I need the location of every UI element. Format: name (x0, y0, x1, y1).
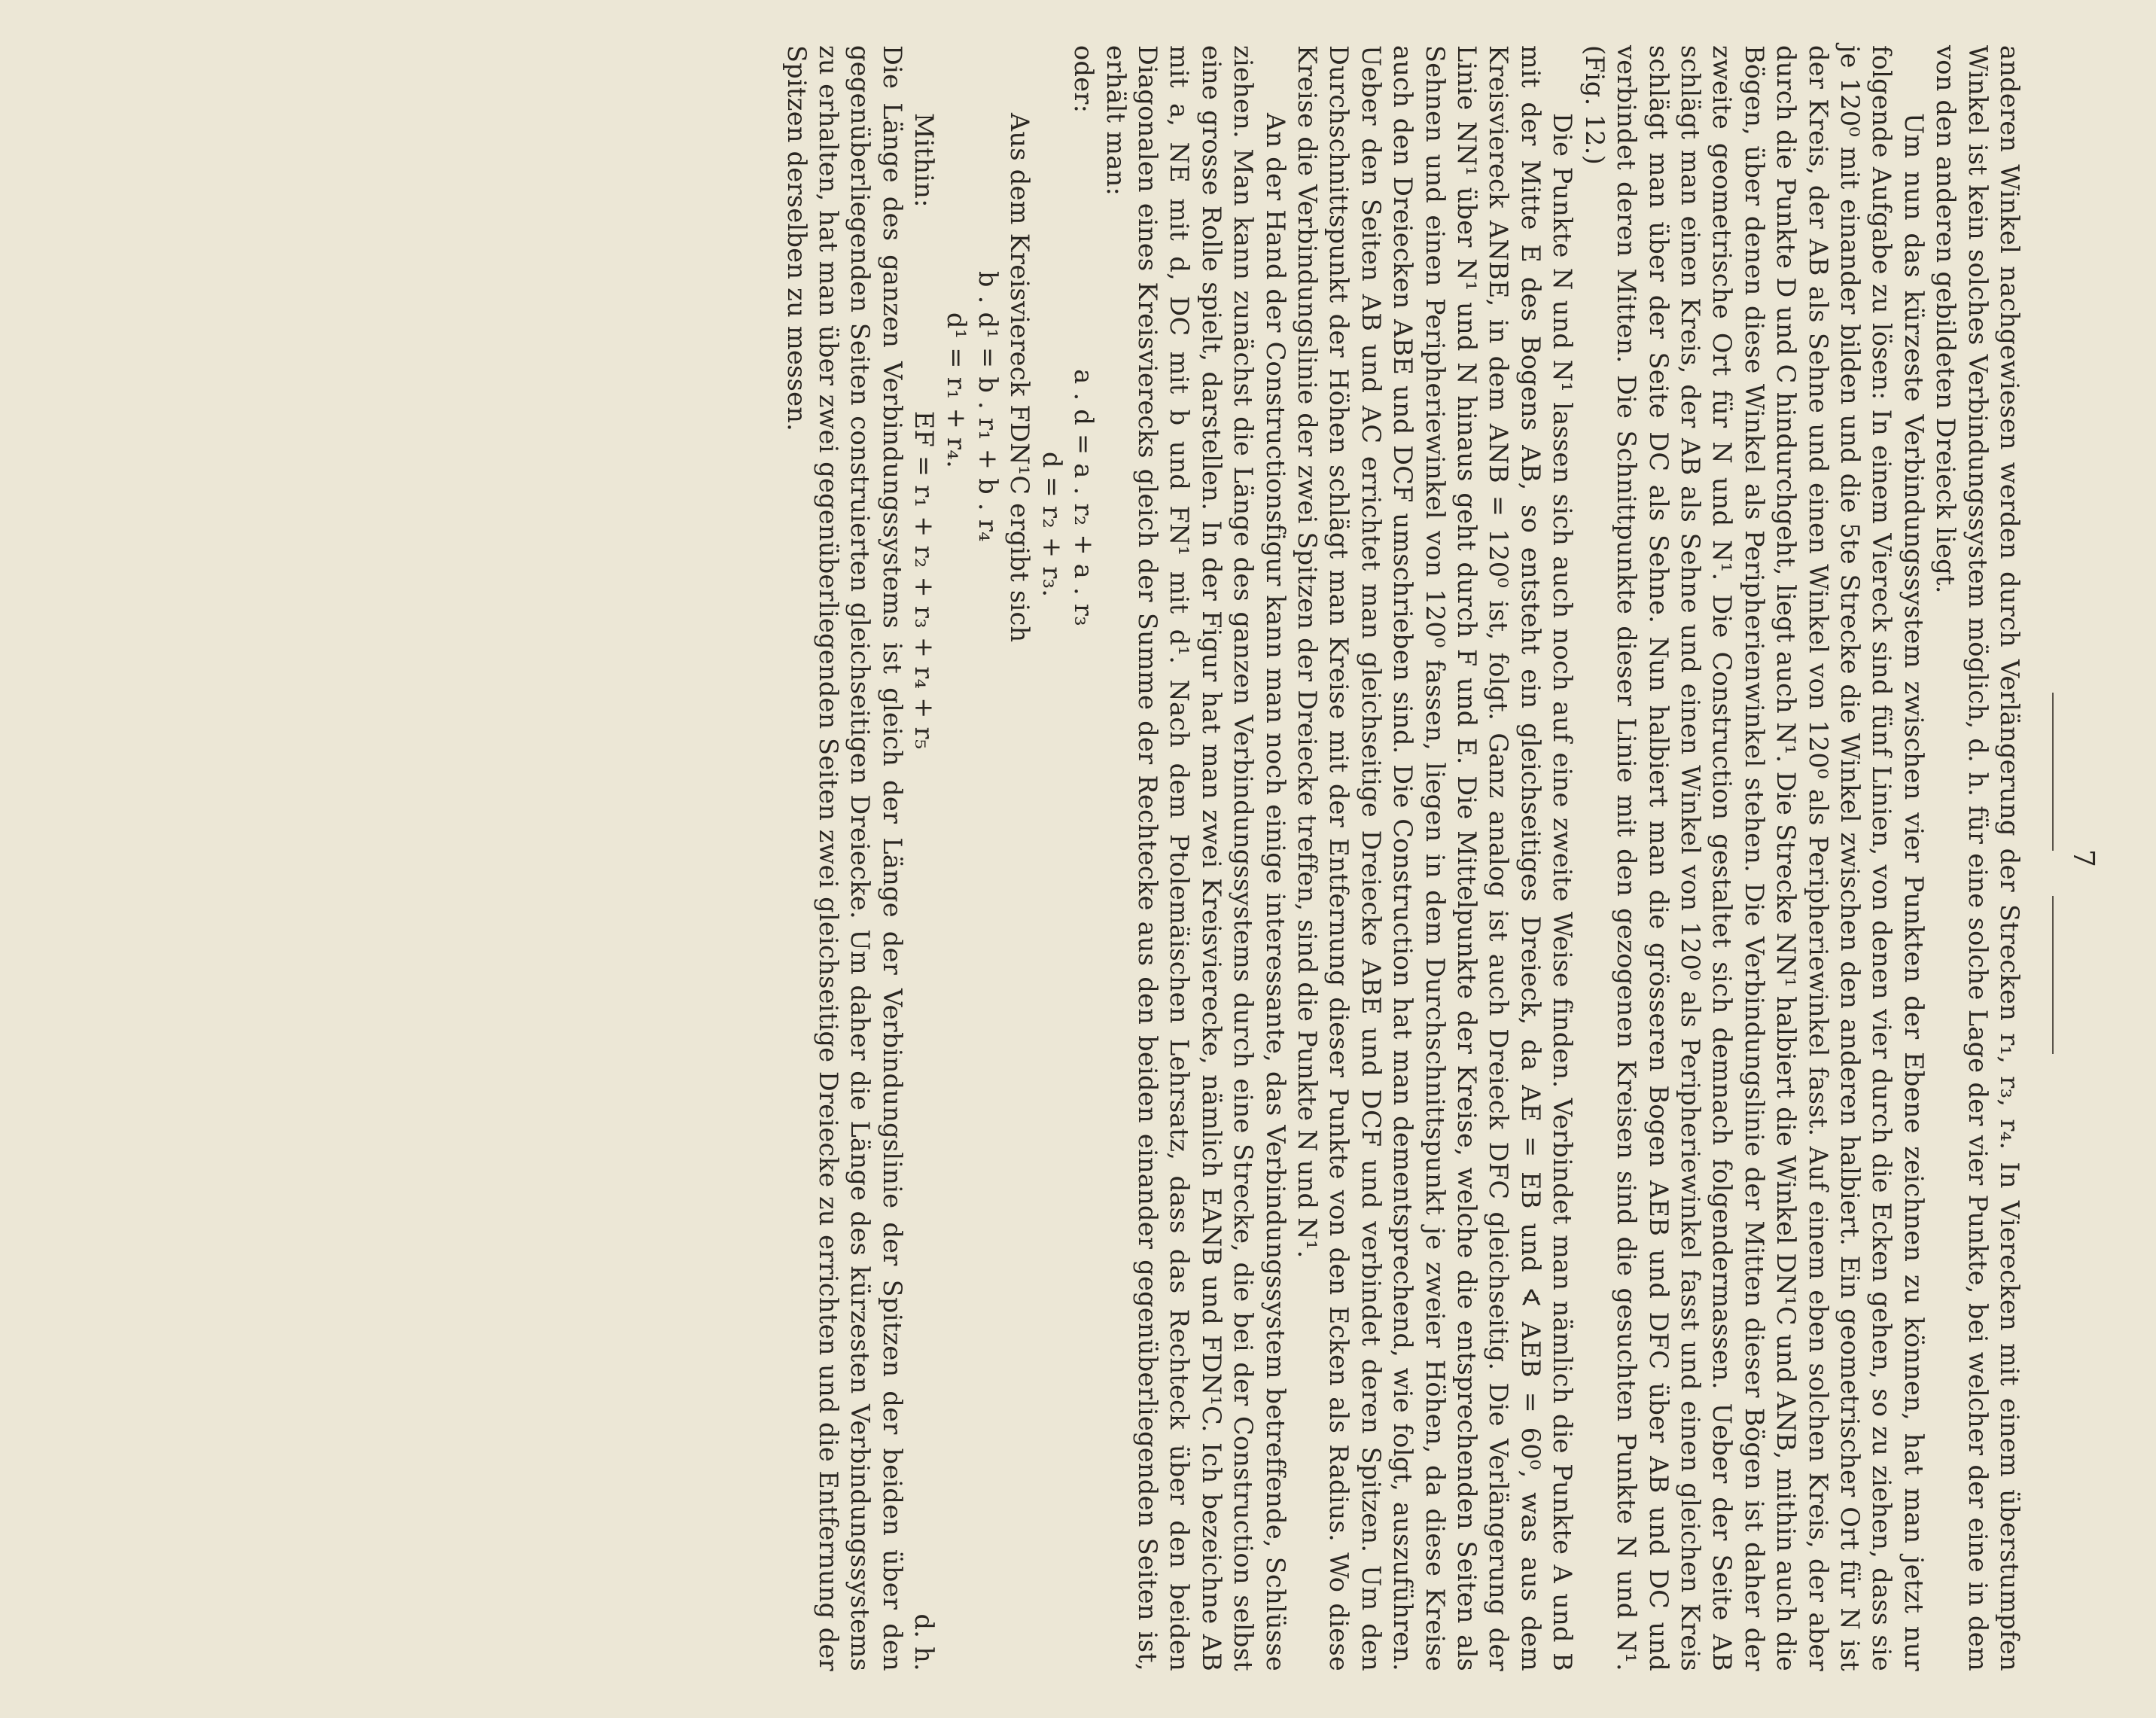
paragraph-3: Die Punkte N und N¹ lassen sich auch noch auf eine zweite Weise finden. Verbindet man nämlich die Punkte A und B mit der Mitte E des Bogens AB, so entsteht ein gleichseitiges Dreieck, da AE = EB und ∢ AEB = 60⁰, was aus dem Kreisviereck ANBE, in dem ANB = 120⁰ ist, folgt. Ganz analog ist auch Dreieck DFC gleichseitig. Die Verlängerung der Linie NN¹ über N¹ und N hinaus geht durch F und E. Die Mittelpunkte der Kreise, welche die entsprechenden Seiten als Sehnen und einen Peripheriewinkel von 120⁰ fassen, liegen in dem Durchschnittspunkt je zweier Höhen, da diese Kreise auch den Dreiecken ABE und DCF umschrieben sind. Die Construction hat man dementsprechend, wie folgt, auszuführen. Ueber den Seiten AB und AC errichtet man gleichseitige Dreiecke ABE und DCF und verbindet deren Spitzen. Um den Durchschnittspunkt der Höhen schlägt man Kreise mit der Entfernung dieser Punkte von den Ecken als Radius. Wo diese Kreise die Verbindungslinie der zwei Spitzen der Dreiecke treffen, sind die Punkte N und N¹. (1293, 45, 1578, 1671)
formula-2: d = r₂ + r₃. (1037, 452, 1067, 598)
formula-3: b . d¹ = b . r₁ + b . r₄ (973, 271, 1003, 542)
rotated-text-block (203, 45, 2100, 1671)
page-number-rule (2052, 45, 2054, 1671)
page-number: 7 (2067, 848, 2100, 868)
page-body (780, 45, 2025, 1671)
mithin-row (908, 45, 939, 1671)
formula-5: EF = r₁ + r₂ + r₃ + r₄ + r₅ (909, 410, 939, 750)
oder-label: oder: (1069, 45, 1099, 114)
mithin-label: Mithin: (909, 113, 939, 208)
formula-1: a . d = a . r₂ + a . r₃ (1069, 369, 1099, 626)
formula-4: d¹ = r₁ + r₄. (941, 312, 971, 469)
paragraph-2: Um nun das kürzeste Verbindungssystem zwischen vier Punkten der Ebene zeichnen zu können, hat man jetzt nur folgende Aufgabe zu lösen: In einem Viereck sind fünf Linien, von denen vier durch die Ecken gehen, so zu ziehen, dass sie je 120⁰ mit einander bilden und die 5te Strecke die Winkel zwischen den anderen halbiert. Ein geometrischer Ort für N ist der Kreis, der AB als Sehne und einen Winkel von 120⁰ als Peripheriewinkel fasst. Auf einem eben solchen Kreis, der aber durch die Punkte D und C hindurchgeht, liegt auch N¹. Die Strecke NN¹ halbiert die Winkel DN¹C und ANB, mithin auch die Bögen, über denen diese Winkel als Peripherienwinkel stehen. Die Verbindungslinie der Mitten dieser Bögen ist daher der zweite geometrische Ort für N und N¹. Die Construction gestaltet sich demnach folgendermassen. Ueber der Seite AB schlägt man einen Kreis, der AB als Sehne und einen Winkel von 120⁰ als Peripheriewinkel fasst und einen gleichen Kreis schlägt man über der Seite DC als Sehne. Nun halbiert man die grösseren Bogen AEB und DFC über AB und DC und verbindet deren Mitten. Die Schnittpunkte dieser Linie mit den gezogenen Kreisen sind die gesuchten Punkte N und N¹. (Fig. 12.) (1579, 45, 1929, 1671)
dh-label: d. h. (909, 1613, 939, 1671)
final-paragraph: Die Länge des ganzen Verbindungssystems ist gleich der Länge der Verbindungslinie der Spitzen der beiden über den gegenüberliegenden Seiten construierten gleichseitigen Dreiecke. Um daher die Länge des kürzesten Verbindungssystems zu erhalten, hat man über zwei gegenüberliegenden Seiten zwei gleichseitige Dreiecke zu errichten und die Entfernung der Spitzen derselben zu messen. (781, 45, 907, 1671)
formula-row-1 (1067, 45, 1099, 1671)
kreisviereck-line: Aus dem Kreisviereck FDN¹C ergibt sich (1005, 113, 1035, 643)
paragraph-1: anderen Winkel nachgewiesen werden durch Verlängerung der Strecken r₁, r₃, r₄. In Vierecken mit einem überstumpfen Winkel ist kein solches Verbindungssystem möglich, d. h. für eine solche Lage der vier Punkte, bei welcher der eine in dem von den anderen gebildeten Dreieck liegt. (1931, 45, 2024, 1671)
paragraph-4: An der Hand der Constructionsfigur kann man noch einige interessante, das Verbindungssystem betreffende, Schlüsse ziehen. Man kann zunächst die Länge des ganzen Verbindungssystems durch eine Strecke, die bei der Construction selbst eine grosse Rolle spielt, darstellen. In der Figur hat man zwei Kreisvierecke, nämlich EANB und FDN¹C. Ich bezeichne AB mit a, NE mit d, DC mit b und FN¹ mit d¹. Nach dem Ptolemäischen Lehrsatz, dass das Rechteck über den beiden Diagonalen eines Kreisvierecks gleich der Summe der Rechtecke aus den beiden einander gegenüberliegenden Seiten ist, erhält man: (1101, 45, 1290, 1671)
